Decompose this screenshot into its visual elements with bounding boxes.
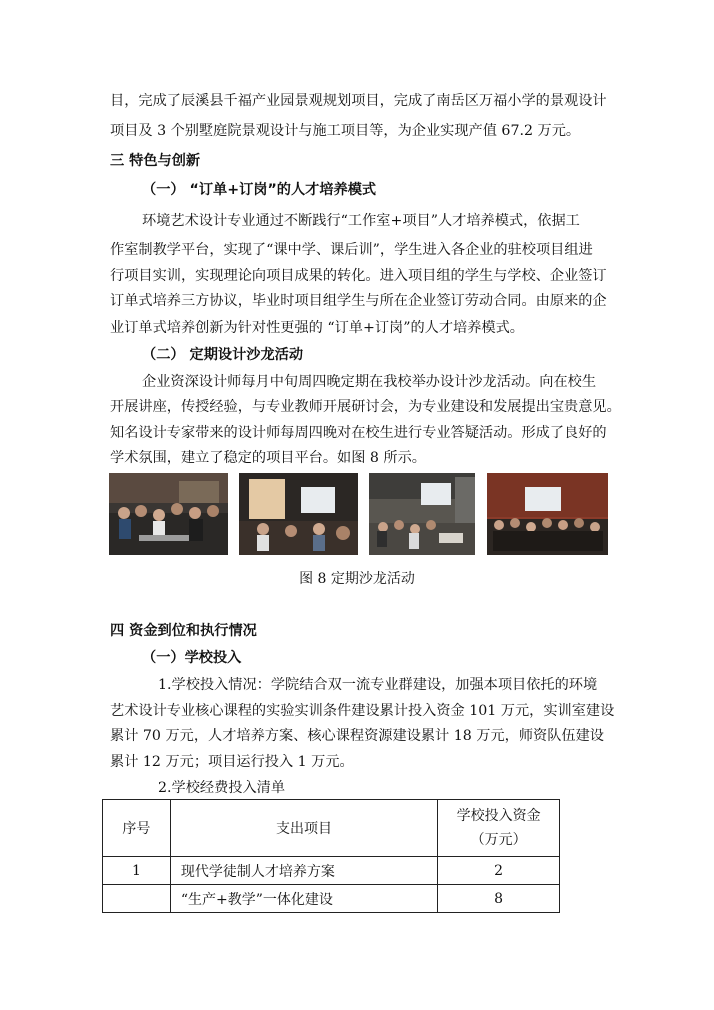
table-header-cell-line: （万元） (470, 832, 527, 848)
body-text-line: 艺术设计专业核心课程的实验实训条件建设累计投入资金 101 万元，实训室建设 (110, 703, 615, 719)
body-text-line: 企业资深设计师每月中旬周四晚定期在我校举办设计沙龙活动。向在校生 (142, 374, 597, 390)
body-text-line: 累计 70 万元，人才培养方案、核心课程资源建设累计 18 万元，师资队伍建设 (110, 728, 604, 744)
body-text-line: 行项目实训，实现理论向项目成果的转化。进入项目组的学生与学校、企业签订 (110, 268, 607, 284)
body-text-line: 环境艺术设计专业通过不断践行“工作室+项目”人才培养模式，依据工 (142, 213, 580, 229)
table-header-cell: 序号 (103, 800, 171, 857)
body-text-line: 目，完成了辰溪县千福产业园景观规划项目，完成了南岳区万福小学的景观设计 (110, 93, 607, 109)
body-text-line: 学术氛围，建立了稳定的项目平台。如图 8 所示。 (110, 450, 426, 466)
subsection-heading: （二） 定期设计沙龙活动 (142, 347, 304, 363)
table-header-row (103, 800, 560, 857)
section-heading: 三 特色与创新 (110, 153, 201, 169)
figure-caption: 图 8 定期沙龙活动 (299, 571, 415, 587)
subsection-heading: （一）学校投入 (142, 650, 242, 666)
subsection-heading: （一） “订单+订岗”的人才培养模式 (142, 182, 377, 198)
salon-photo-1 (109, 473, 228, 555)
salon-photo-2 (239, 473, 358, 555)
section-heading: 四 资金到位和执行情况 (110, 623, 257, 639)
body-text-line: 知名设计专家带来的设计师每周四晚对在校生进行专业答疑活动。形成了良好的 (110, 425, 607, 441)
table-row (103, 857, 560, 885)
table-header-cell: 支出项目 (170, 800, 437, 857)
table-cell: 2 (438, 857, 560, 885)
body-text-line: 1.学校投入情况：学院结合双一流专业群建设，加强本项目依托的环境 (158, 677, 598, 693)
salon-photo-3 (369, 473, 475, 555)
body-text-line: 作室制教学平台，实现了“课中学、课后训”，学生进入各企业的驻校项目组进 (110, 242, 593, 258)
body-text-line: 2.学校经费投入清单 (158, 780, 286, 796)
table-cell: “生产+教学”一体化建设 (170, 885, 437, 913)
table-cell: 现代学徒制人才培养方案 (170, 857, 437, 885)
body-text-line: 订单式培养三方协议，毕业时项目组学生与所在企业签订劳动合同。由原来的企 (110, 293, 607, 309)
body-text-line: 累计 12 万元；项目运行投入 1 万元。 (110, 754, 354, 770)
salon-photo-4 (487, 473, 608, 555)
table-cell (103, 885, 171, 913)
body-text-line: 开展讲座，传授经验，与专业教师开展研讨会，为专业建设和发展提出宝贵意见。 (110, 399, 621, 415)
body-text-line: 项目及 3 个别墅庭院景观设计与施工项目等，为企业实现产值 67.2 万元。 (110, 123, 581, 139)
table-row (103, 885, 560, 913)
table-cell: 8 (438, 885, 560, 913)
table-header-cell (438, 800, 560, 857)
budget-table (102, 799, 560, 913)
table-cell: 1 (103, 857, 171, 885)
table-header-cell-line: 学校投入资金 (456, 808, 541, 824)
body-text-line: 业订单式培养创新为针对性更强的 “订单+订岗”的人才培养模式。 (110, 320, 524, 336)
